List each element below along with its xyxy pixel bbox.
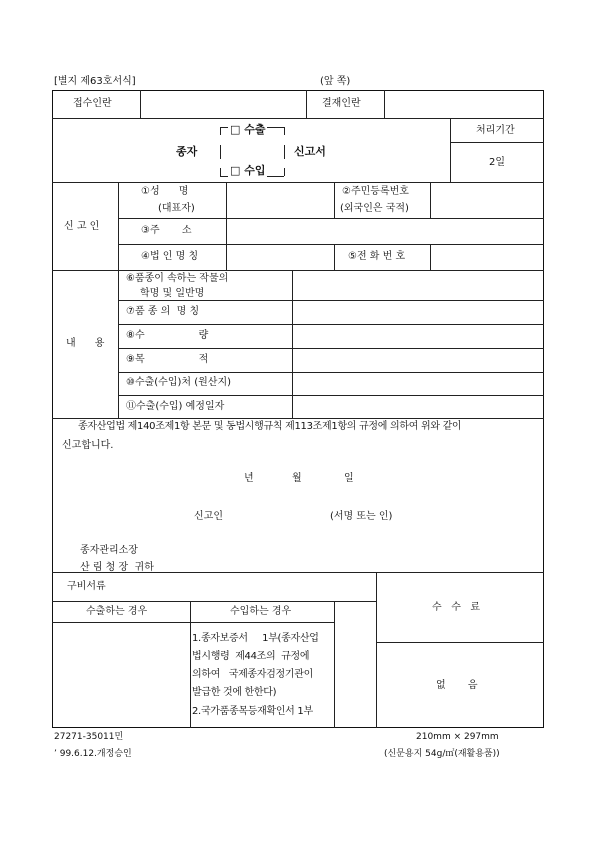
origin-field[interactable] [293, 373, 543, 394]
import-doc-line-3: 의하여 국제종자검정기관이 [192, 669, 313, 680]
address-label: ③주 소 [141, 225, 192, 236]
id-number-field[interactable] [431, 183, 543, 217]
approval-stamp-field[interactable] [385, 91, 543, 117]
content-item-variety: ⑦품 종 의 명 칭 [126, 306, 200, 317]
id-number-sub-label: (외국인은 국적) [340, 203, 409, 214]
divider [306, 90, 307, 118]
divider [334, 244, 335, 270]
content-item-quantity: ⑧수 량 [126, 330, 209, 341]
address-field[interactable] [227, 219, 543, 243]
divider [450, 142, 544, 143]
export-case-header: 수출하는 경우 [86, 606, 148, 617]
phone-field[interactable] [431, 245, 543, 269]
recipient-forest-service: 산 림 청 장 귀하 [80, 562, 154, 573]
bracket-bottom-right [284, 168, 285, 176]
import-doc-line-5: 2.국가품종목등재확인서 1부 [192, 706, 313, 717]
crop-name-field[interactable] [293, 271, 543, 299]
signer-label: 신고인 [194, 511, 223, 522]
content-item-crop: ⑥품종이 속하는 작물의 [126, 273, 229, 284]
corp-name-label: ④법 인 명 칭 [141, 251, 199, 262]
title-import-option[interactable]: □ 수입 [230, 164, 266, 177]
fee-label: 수 수 료 [432, 602, 481, 613]
divider [118, 182, 119, 270]
divider [376, 642, 544, 643]
divider [52, 118, 544, 119]
import-doc-line-1: 1.종자보증서 1부(종자산업 [192, 633, 319, 644]
content-item-purpose: ⑨목 적 [126, 354, 209, 365]
name-field[interactable] [227, 183, 333, 217]
divider [450, 118, 451, 182]
declarant-section-label: 신 고 인 [64, 221, 100, 232]
signer-sign-note: (서명 또는 인) [330, 511, 393, 522]
recipient-seed-office: 종자관리소장 [80, 545, 138, 556]
signer-signature-field[interactable] [230, 506, 326, 526]
planned-date-field[interactable] [293, 396, 543, 417]
date-month-label: 월 [292, 473, 302, 484]
footer-size: 210mm × 297mm [416, 732, 499, 742]
import-doc-line-4: 발급한 것에 한한다) [192, 687, 277, 698]
receipt-stamp-field[interactable] [141, 91, 305, 117]
purpose-field[interactable] [293, 349, 543, 371]
quantity-field[interactable] [293, 325, 543, 347]
bracket-top-left [220, 127, 221, 135]
content-item-crop-names: 학명 및 일반명 [140, 288, 205, 299]
statement-line-1: 종자산업법 제140조제1항 본문 및 동법시행규칙 제113조제1항의 규정에 의하여 위와 같이 [78, 421, 462, 432]
footer-code: 27271-35011민 [54, 732, 124, 742]
divider [334, 182, 335, 218]
divider [52, 418, 544, 419]
content-item-date: ⑪수출(수입) 예정일자 [126, 401, 225, 412]
processing-period-value: 2일 [489, 157, 506, 168]
processing-period-label: 처리기간 [476, 125, 515, 136]
divider [52, 572, 544, 573]
title-prefix: 종자 [176, 145, 198, 158]
corp-name-field[interactable] [227, 245, 333, 269]
bracket-bottom-left [220, 168, 221, 176]
title-export-option[interactable]: □ 수출 [230, 123, 266, 136]
import-doc-line-2: 법시행령 제44조의 규정에 [192, 651, 310, 662]
title-suffix: 신고서 [294, 145, 326, 158]
footer-paper: (신문용지 54g/㎡(재활용품)) [384, 749, 500, 759]
fee-value: 없 음 [436, 680, 478, 691]
footer-approval-date: ’ 99.6.12.개정승인 [54, 749, 132, 759]
divider [52, 622, 334, 623]
content-item-origin: ⑩수출(수입)처 (원산지) [126, 377, 232, 388]
bracket-top-right [284, 127, 285, 135]
divider [52, 601, 376, 602]
divider [376, 572, 377, 728]
name-sub-label: (대표자) [158, 203, 195, 214]
form-number: [별지 제63호서식] [54, 76, 136, 87]
approval-label: 결재인란 [322, 98, 361, 109]
phone-label: ⑤전 화 번 호 [348, 251, 406, 262]
statement-line-2: 신고합니다. [62, 440, 114, 451]
page-side: (앞 쪽) [320, 76, 351, 87]
date-day-label: 일 [344, 473, 354, 484]
receipt-label: 접수인란 [73, 98, 112, 109]
id-number-label: ②주민등록번호 [342, 186, 409, 197]
bracket-mid-left [220, 145, 221, 159]
documents-label: 구비서류 [67, 581, 106, 592]
import-case-header: 수입하는 경우 [230, 606, 292, 617]
bracket-mid-right [284, 145, 285, 159]
variety-name-field[interactable] [293, 301, 543, 323]
content-section-label: 내 용 [66, 338, 105, 349]
date-year-label: 년 [244, 473, 254, 484]
name-label: ①성 명 [141, 186, 189, 197]
divider [190, 601, 191, 728]
divider [334, 601, 335, 728]
